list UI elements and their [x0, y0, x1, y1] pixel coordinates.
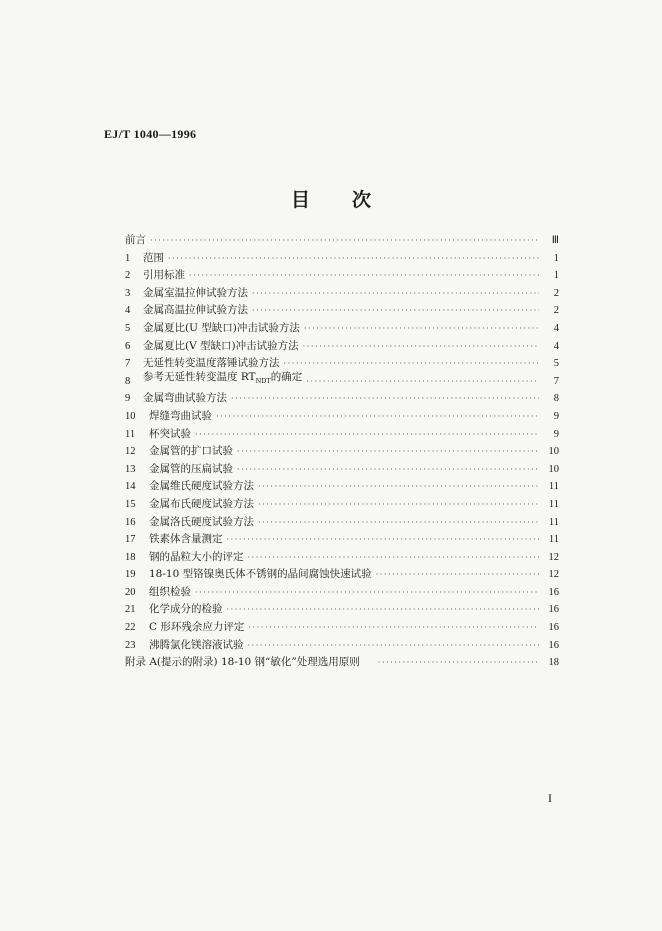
toc-entry-label: 铁素体含量测定	[149, 533, 223, 546]
leader-dots	[258, 496, 539, 514]
leader-dots	[258, 478, 539, 496]
toc-entry[interactable]	[125, 461, 559, 479]
toc-entry-page: 10	[548, 463, 559, 475]
leader-dots	[248, 619, 539, 637]
toc-entry-page: Ⅲ	[551, 235, 559, 246]
leader-dots	[237, 443, 539, 461]
leader-dots	[248, 549, 540, 567]
table-of-contents	[125, 232, 559, 672]
toc-entry[interactable]	[125, 619, 559, 637]
toc-entry-number: 14	[125, 481, 136, 493]
toc-entry-label: 范围	[143, 251, 164, 264]
toc-entry-number: 1	[125, 252, 131, 264]
toc-entry-page: 2	[553, 287, 559, 299]
page-title	[0, 185, 662, 212]
toc-entry[interactable]	[125, 320, 559, 338]
toc-entry-label: 附录 A(提示的附录) 18-10 钢“敏化”处理选用原则	[125, 656, 360, 669]
toc-entry-page: 12	[548, 551, 559, 563]
toc-entry-page: 16	[548, 639, 559, 651]
leader-dots	[378, 654, 539, 672]
toc-entry-label: 焊缝弯曲试验	[149, 409, 212, 422]
toc-entry-number: 6	[125, 340, 131, 352]
toc-entry[interactable]	[125, 370, 559, 391]
leader-dots	[150, 232, 539, 250]
leader-dots	[284, 355, 540, 373]
toc-entry-page: 8	[553, 393, 559, 405]
toc-entry-page: 11	[548, 481, 559, 493]
leader-dots	[227, 601, 540, 619]
toc-entry[interactable]	[125, 496, 559, 514]
toc-entry-label: 金属布氏硬度试验方法	[149, 497, 254, 510]
toc-entry-page: 9	[553, 428, 559, 440]
toc-entry-number: 10	[125, 410, 136, 422]
toc-entry-label: 18-10 型铬镍奥氏体不锈钢的晶间腐蚀快速试验	[149, 568, 372, 581]
toc-entry[interactable]	[125, 285, 559, 303]
leader-dots	[303, 338, 539, 356]
toc-entry[interactable]	[125, 566, 559, 584]
toc-entry-label: 金属夏比(V 型缺口)冲击试验方法	[143, 339, 299, 352]
leader-dots	[252, 285, 539, 303]
toc-entry-label-suffix: 的确定	[270, 370, 303, 383]
toc-entry-number: 7	[125, 358, 131, 370]
toc-entry-label: 无延性转变温度落锤试验方法	[143, 357, 280, 370]
toc-entry-label: 化学成分的检验	[149, 603, 223, 616]
toc-entry-number: 8	[125, 375, 131, 387]
toc-entry-page: 16	[548, 586, 559, 598]
title-char-right: 次	[352, 189, 372, 211]
toc-entry-page: 16	[548, 622, 559, 634]
toc-entry-page: 11	[548, 534, 559, 546]
toc-entry-label-main: 参考无延性转变温度 RT	[143, 370, 256, 383]
toc-entry-label-subscript: NDT	[255, 376, 271, 385]
toc-entry-page: 1	[553, 252, 559, 264]
toc-entry[interactable]	[125, 478, 559, 496]
toc-entry[interactable]	[125, 338, 559, 356]
toc-entry-number: 22	[125, 622, 136, 634]
leader-dots	[258, 514, 539, 532]
toc-entry-page: 9	[553, 410, 559, 422]
toc-entry-number: 23	[125, 639, 136, 651]
toc-entry-page: 11	[548, 498, 559, 510]
toc-entry-number: 18	[125, 551, 136, 563]
toc-entry[interactable]	[125, 302, 559, 320]
toc-entry[interactable]	[125, 267, 559, 285]
page-number: I	[548, 791, 552, 805]
toc-entry-label: 前言	[125, 234, 146, 246]
title-char-left: 目	[290, 189, 310, 211]
leader-dots	[304, 320, 539, 338]
toc-entry[interactable]	[125, 250, 559, 268]
toc-entry-page: 5	[553, 358, 559, 370]
toc-entry-label: 金属弯曲试验方法	[143, 392, 227, 405]
leader-dots	[189, 267, 539, 285]
leader-dots	[216, 408, 539, 426]
toc-entry-label: 钢的晶粒大小的评定	[149, 550, 244, 563]
toc-entry-label: 金属夏比(U 型缺口)冲击试验方法	[143, 321, 300, 334]
leader-dots	[195, 584, 539, 602]
toc-entry-number: 17	[125, 534, 136, 546]
toc-entry-page: 2	[553, 305, 559, 317]
toc-entry-number: 12	[125, 446, 136, 458]
toc-entry-page: 1	[553, 270, 559, 282]
toc-entry-label	[143, 369, 302, 391]
toc-entry[interactable]	[125, 514, 559, 532]
toc-entry-label: 沸腾氯化镁溶液试验	[149, 638, 244, 651]
toc-entry[interactable]	[125, 637, 559, 655]
toc-entry-number: 3	[125, 287, 131, 299]
toc-entry-page: 12	[548, 569, 559, 581]
toc-entry-preface[interactable]	[125, 232, 559, 250]
toc-entry[interactable]	[125, 443, 559, 461]
leader-dots	[168, 250, 539, 268]
toc-entry-page: 11	[548, 516, 559, 528]
leader-dots	[195, 426, 539, 444]
leader-dots	[376, 566, 539, 584]
toc-entry-number: 20	[125, 586, 136, 598]
toc-entry[interactable]	[125, 426, 559, 444]
toc-entry-page: 18	[548, 657, 559, 669]
toc-entry[interactable]	[125, 531, 559, 549]
toc-entry-page: 16	[548, 604, 559, 616]
leader-dots	[306, 373, 539, 391]
toc-entry-number: 16	[125, 516, 136, 528]
toc-entry[interactable]	[125, 390, 559, 408]
toc-entry[interactable]	[125, 408, 559, 426]
leader-dots	[237, 461, 539, 479]
toc-entry-label: 引用标准	[143, 269, 185, 282]
toc-entry-number: 4	[125, 305, 131, 317]
toc-entry-page: 4	[553, 322, 559, 334]
document-code: EJ/T 1040—1996	[104, 127, 197, 141]
toc-entry-number: 5	[125, 322, 131, 334]
toc-entry-number: 21	[125, 604, 136, 616]
toc-entry-label: 金属管的扩口试验	[149, 445, 233, 458]
toc-entry-label: 组织检验	[149, 585, 191, 598]
leader-dots	[248, 637, 540, 655]
toc-entry-appendix[interactable]	[125, 654, 559, 672]
leader-dots	[231, 390, 539, 408]
toc-entry-number: 2	[125, 270, 131, 282]
toc-entry-page: 4	[553, 340, 559, 352]
toc-entry-label: 杯突试验	[149, 427, 191, 440]
toc-entry-label: 金属高温拉伸试验方法	[143, 304, 248, 317]
toc-entry-number: 9	[125, 393, 131, 405]
toc-entry-number: 15	[125, 498, 136, 510]
leader-dots	[227, 531, 540, 549]
toc-entry-label: 金属管的压扁试验	[149, 462, 233, 475]
toc-entry-number: 19	[125, 569, 136, 581]
toc-entry[interactable]	[125, 584, 559, 602]
toc-entry[interactable]	[125, 601, 559, 619]
leader-dots	[252, 302, 539, 320]
toc-entry-page: 10	[548, 446, 559, 458]
toc-entry[interactable]	[125, 549, 559, 567]
toc-entry-number: 13	[125, 463, 136, 475]
toc-entry-label: 金属室温拉伸试验方法	[143, 286, 248, 299]
toc-entry-page: 7	[553, 375, 559, 387]
toc-entry-label: C 形环残余应力评定	[149, 621, 245, 634]
toc-entry-label: 金属维氏硬度试验方法	[149, 480, 254, 493]
toc-entry-label: 金属洛氏硬度试验方法	[149, 515, 254, 528]
toc-entry-number: 11	[125, 428, 136, 440]
